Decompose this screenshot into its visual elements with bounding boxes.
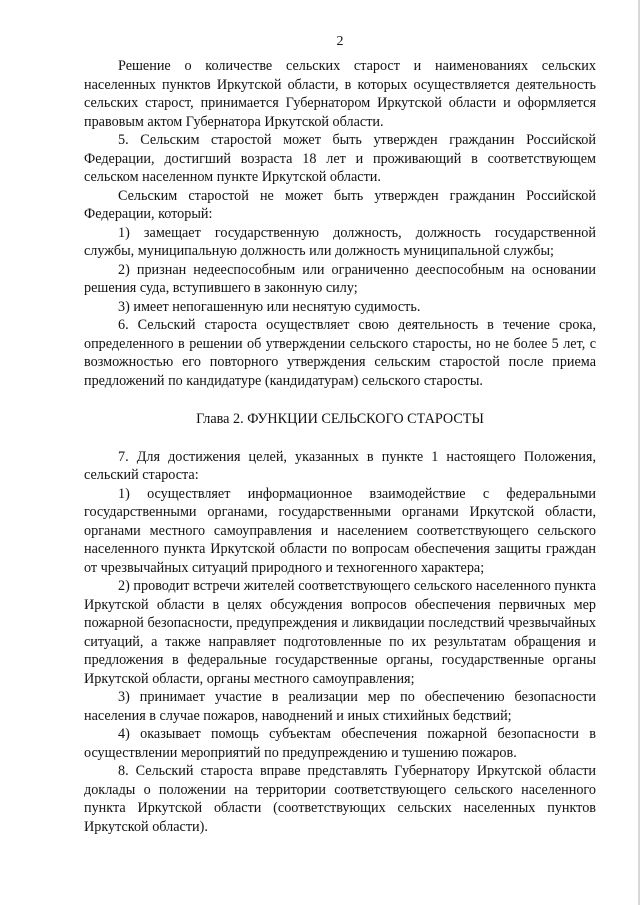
paragraph-ineligibility-intro: Сельским старостой не может быть утвержден гражданин Российской Федерации, который: [84, 187, 596, 222]
paragraph-item-7: 7. Для достижения целей, указанных в пункте 1 настоящего Положения, сельский староста: [84, 448, 596, 483]
paragraph-item-5: 5. Сельским старостой может быть утвержден гражданин Российской Федерации, достигший возраста 18 лет и проживающий в соответствующем сельском населенном пункте Иркутской области. [84, 132, 596, 185]
paragraph-function-1: 1) осуществляет информационное взаимодействие с федеральными государственными органами, государственными органами Иркутской области, органами местного самоуправления и населением соответствующего сельского населенного пункта Иркутской области по вопросам обеспечения защиты граждан от чрезвычайных ситуаций природного и техногенного характера; [84, 485, 596, 576]
paragraph-elders-decision: Решение о количестве сельских старост и наименованиях сельских населенных пунктов Иркутской области, в которых осуществляется деятельность сельских старост, принимается Губернатором Иркутской области и оформляется правовым актом Губернатора Иркутской области. [84, 58, 596, 130]
paragraph-ineligibility-1: 1) замещает государственную должность, должность государственной службы, муниципальную должность или должность муниципальной службы; [84, 224, 596, 259]
chapter-heading: Глава 2. ФУНКЦИИ СЕЛЬСКОГО СТАРОСТЫ [196, 411, 484, 427]
paragraph-ineligibility-2: 2) признан недееспособным или ограниченно дееспособным на основании решения суда, вступившего в законную силу; [84, 261, 596, 296]
paragraph-ineligibility-3: 3) имеет непогашенную или неснятую судимость. [118, 298, 421, 315]
paragraph-item-8: 8. Сельский староста вправе представлять Губернатору Иркутской области доклады о положении на территории соответствующего сельского населенного пункта Иркутской области (соответствующих сельских населенных пунктов Иркутской области). [84, 763, 596, 835]
paragraph-item-6: 6. Сельский староста осуществляет свою деятельность в течение срока, определенного в решении об утверждении сельского старосты, но не более 5 лет, с возможностью его повторного утверждения сельским старостой после приема предложений по кандидатуре (кандидатурам) сельского старосты. [84, 317, 596, 389]
paragraph-function-4: 4) оказывает помощь субъектам обеспечения пожарной безопасности в осуществлении мероприятий по предупреждению и тушению пожаров. [84, 726, 596, 761]
paragraph-function-2: 2) проводит встречи жителей соответствующего сельского населенного пункта Иркутской области в целях обсуждения вопросов обеспечения первичных мер пожарной безопасности, предупреждения и ликвидации последствий чрезвычайных ситуаций, а также направляет подготовленные по их результатам обращения и предложения в федеральные государственные органы, государственные органы Иркутской области, органы местного самоуправления; [84, 578, 596, 687]
page-number: 2 [336, 34, 344, 49]
paragraph-function-3: 3) принимает участие в реализации мер по обеспечению безопасности населения в случае пожаров, наводнений и иных стихийных бедствий; [84, 689, 596, 724]
document-body [84, 57, 596, 836]
